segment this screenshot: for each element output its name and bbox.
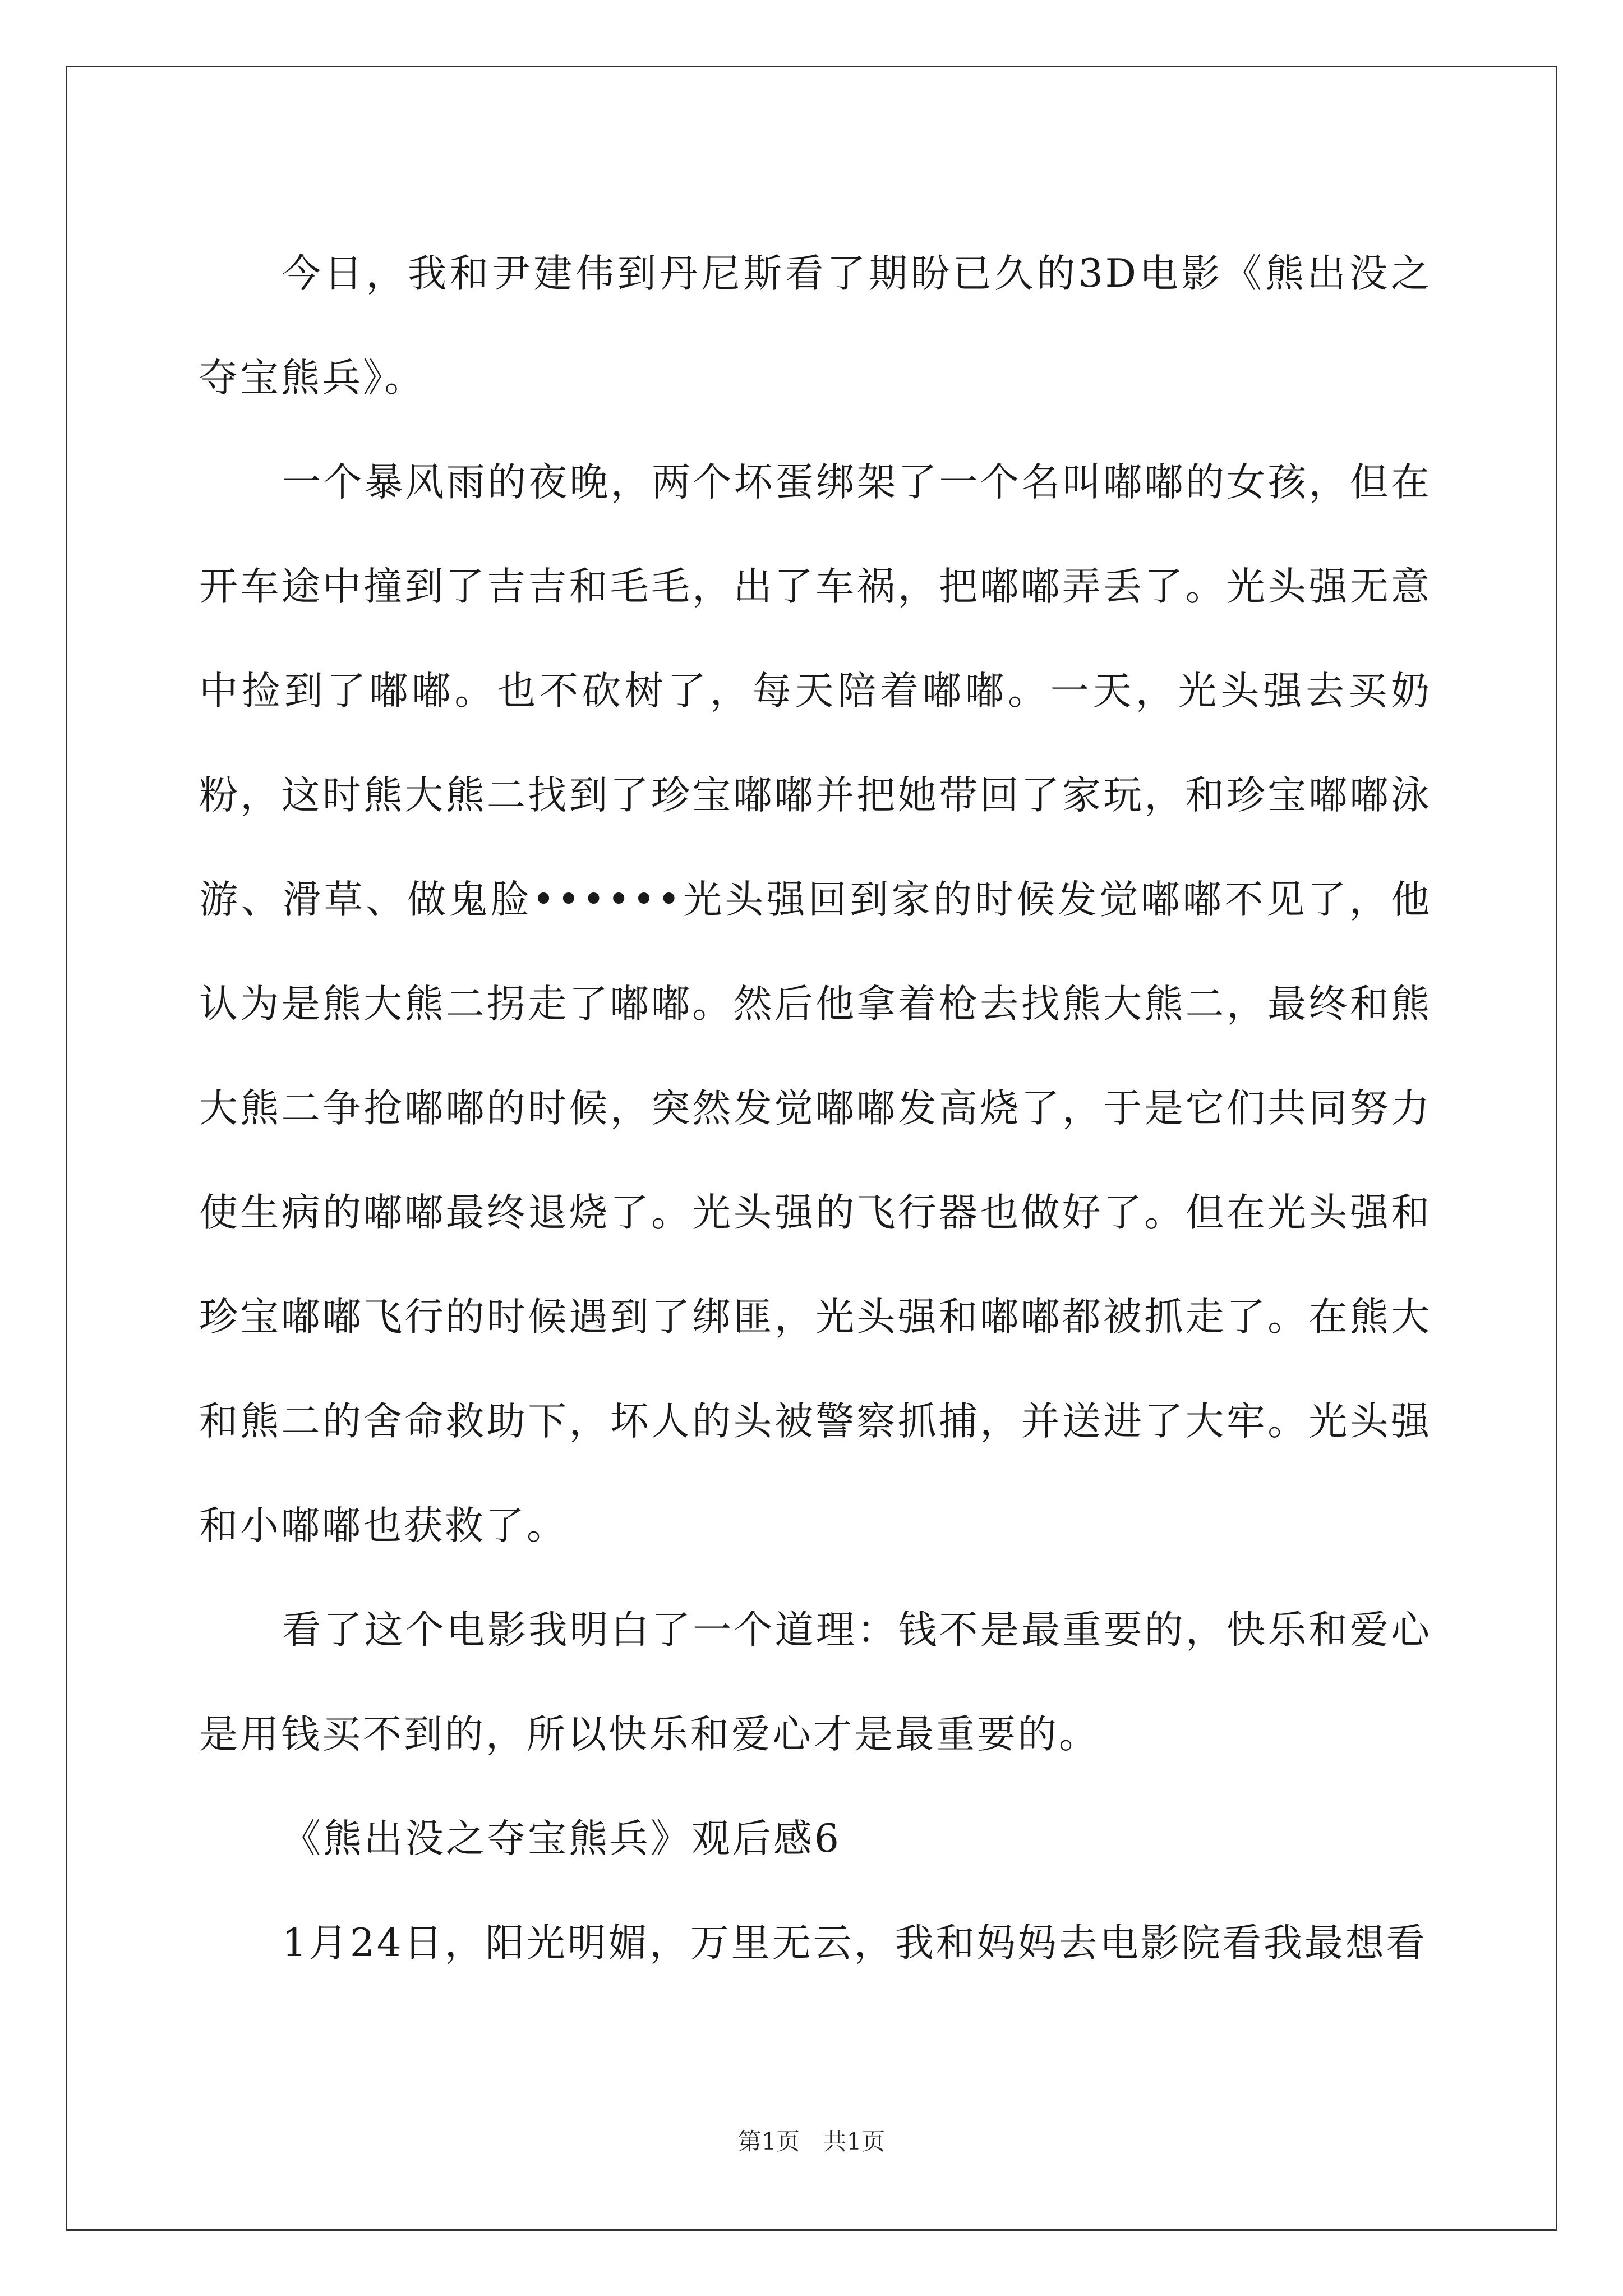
paragraph-lesson: 看了这个电影我明白了一个道理：钱不是最重要的，快乐和爱心是用钱买不到的，所以快乐和爱心才是最重要的。 [199,1608,1432,1757]
page-number: 第1页 [737,2128,800,2155]
paragraph-plot: 一个暴风雨的夜晚，两个坏蛋绑架了一个名叫嘟嘟的女孩，但在开车途中撞到了吉吉和毛毛，出了车祸，把嘟嘟弄丢了。光头强无意中捡到了嘟嘟。也不砍树了，每天陪着嘟嘟。一天，光头强去买奶粉，这时熊大熊二找到了珍宝嘟嘟并把她带回了家玩，和珍宝嘟嘟泳游、滑草、做鬼脸••••••光头强回到家的时候发觉嘟嘟不见了，他认为是熊大熊二拐走了嘟嘟。然后他拿着枪去找熊大熊二，最终和熊大熊二争抢嘟嘟的时候，突然发觉嘟嘟发高烧了，于是它们共同努力使生病的嘟嘟最终退烧了。光头强的飞行器也做好了。但在光头强和珍宝嘟嘟飞行的时候遇到了绑匪，光头强和嘟嘟都被抓走了。在熊大和熊二的舍命救助下，坏人的头被警察抓捕，并送进了大牢。光头强和小嘟嘟也获救了。 [199,460,1432,1548]
page-total: 共1页 [823,2128,886,2155]
document-body [199,222,1432,1995]
page-footer [0,2125,1623,2159]
paragraph-intro: 今日，我和尹建伟到丹尼斯看了期盼已久的3D电影《熊出没之夺宝熊兵》。 [199,251,1432,401]
section-heading: 《熊出没之夺宝熊兵》观后感6 [282,1816,841,1861]
paragraph-next: 1月24日，阳光明媚，万里无云，我和妈妈去电影院看我最想看 [282,1921,1427,1966]
